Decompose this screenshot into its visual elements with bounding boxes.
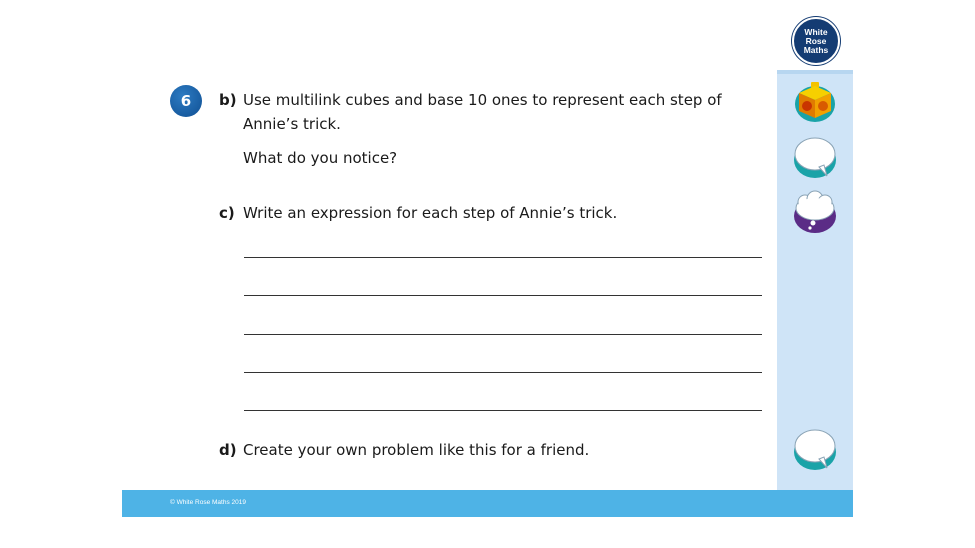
logo-word-3: Maths [803, 44, 829, 55]
answer-line-1[interactable] [244, 257, 762, 258]
question-number-badge [170, 85, 202, 117]
part-b-line-2: Annie’s trick. [243, 115, 341, 133]
part-b-label: b) [219, 91, 237, 109]
part-d-label: d) [219, 441, 237, 459]
answer-line-4[interactable] [244, 372, 762, 373]
cube-icon[interactable] [793, 80, 837, 124]
sidebar-logo-area [777, 0, 853, 70]
sidebar [777, 0, 853, 490]
footer-bar [122, 490, 853, 517]
part-c-text: Write an expression for each step of Annie’s trick. [243, 204, 618, 222]
copyright-text: © White Rose Maths 2019 [170, 499, 246, 506]
thought-bubble-icon[interactable] [793, 190, 837, 234]
part-d-text: Create your own problem like this for a friend. [243, 441, 590, 459]
white-rose-maths-logo [792, 17, 840, 65]
answer-line-3[interactable] [244, 334, 762, 335]
part-b-line-1: Use multilink cubes and base 10 ones to represent each step of [243, 91, 722, 109]
part-b-follow-up: What do you notice? [243, 149, 398, 167]
answer-line-2[interactable] [244, 295, 762, 296]
part-c-label: c) [219, 204, 235, 222]
question-number: 6 [180, 92, 192, 110]
slide [122, 0, 853, 517]
sidebar-divider [777, 70, 853, 74]
answer-line-5[interactable] [244, 410, 762, 411]
part-b-text [243, 88, 763, 136]
speech-bubble-icon[interactable] [793, 428, 837, 472]
speech-bubble-icon[interactable] [793, 136, 837, 180]
logo-word-1: White [804, 26, 828, 37]
logo-word-2: Rose [805, 35, 827, 46]
